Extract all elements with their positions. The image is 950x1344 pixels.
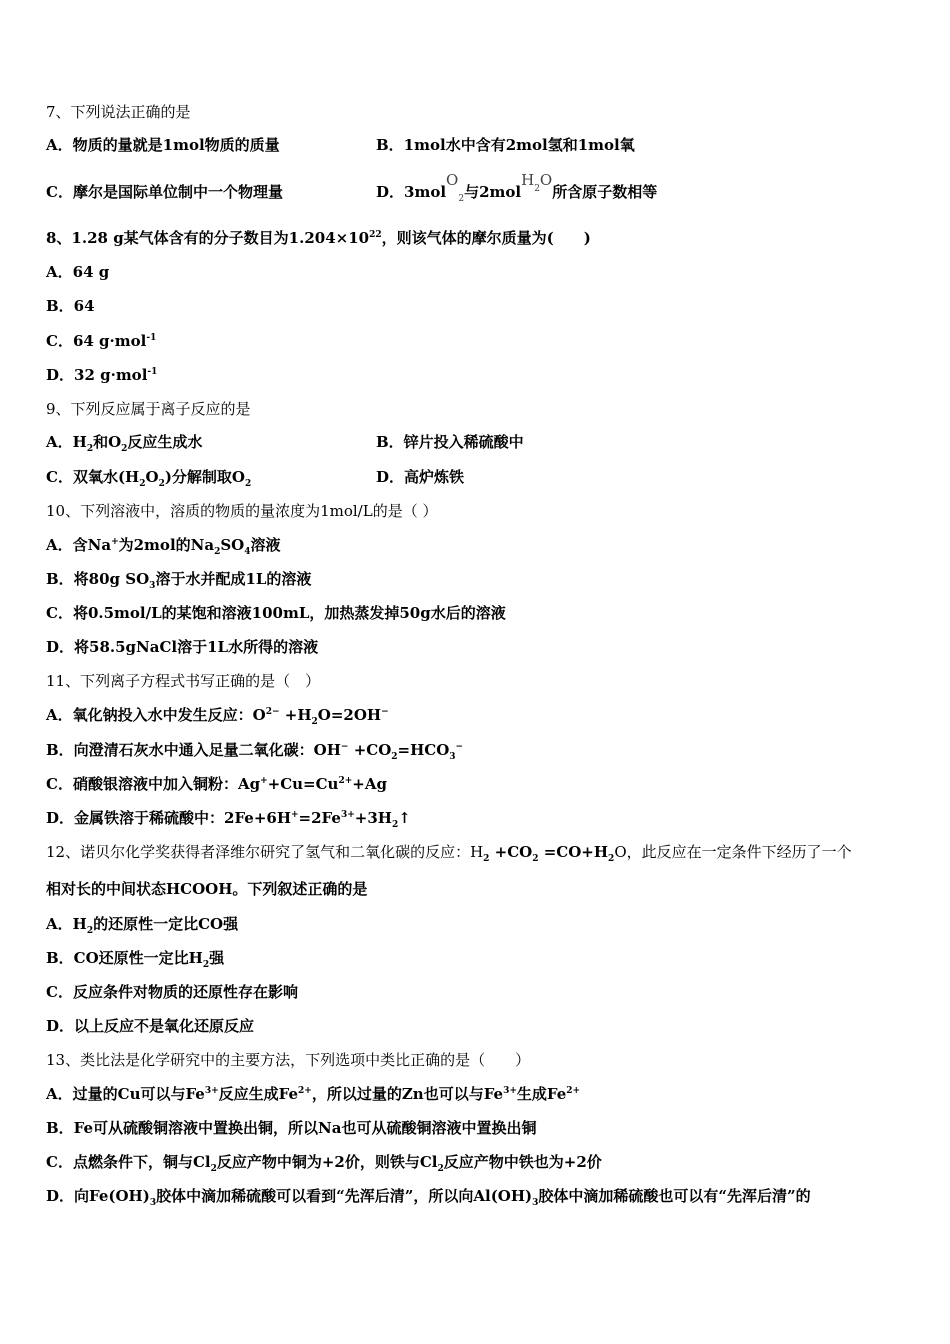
q8-option-b: B．64: [46, 297, 95, 315]
q9-option-c: C．双氧水$(H_2O_2)$分解制取$O_2$: [46, 468, 252, 489]
q11-option-b: B．向澄清石灰水中通入足量二氧化碳：$OH^- +CO_2=HCO_3^-$: [46, 741, 464, 762]
q11-option-d: D．金属铁溶于稀硫酸中：$2Fe+6H^+=2Fe^{3+}+3H_2↑$: [46, 809, 411, 830]
q13-option-a: A．过量的Cu可以与$Fe^{3+}$反应生成$Fe^{2+}$，所以过量的Zn也可以与$Fe^{3+}$生成$Fe^{2+}$: [46, 1085, 581, 1103]
q13-option-b: B．Fe可从硫酸铜溶液中置换出铜，所以Na也可从硫酸铜溶液中置换出铜: [46, 1119, 537, 1137]
q12-stem: 12、诺贝尔化学奖获得者泽维尔研究了氢气和二氧化碳的反应：$H_2 +CO_2 =CO+H_2O$，此反应在一定条件下经历了一个: [46, 843, 852, 864]
q12-option-a: A．$H_2$的还原性一定比CO强: [46, 915, 239, 936]
q10-option-a: A．含Na+为2mol的$Na_2SO_4$溶液: [46, 536, 281, 557]
q9-option-d: D．高炉炼铁: [376, 468, 465, 486]
q8-stem: 8、1.28 g某气体含有的分子数目为$1.204\times 10^{22}$，则该气体的摩尔质量为( ): [46, 229, 591, 247]
q12-option-d: D．以上反应不是氧化还原反应: [46, 1017, 255, 1035]
q11-option-a: A．氧化钠投入水中发生反应：$O^{2-} +H_2O=2OH^-$: [46, 706, 389, 727]
q7-option-b: B．1mol水中含有2mol氢和1mol氧: [376, 136, 635, 154]
q12-option-c: C．反应条件对物质的还原性存在影响: [46, 983, 298, 1001]
q7-stem: 7、下列说法正确的是: [46, 103, 191, 121]
q11-stem: 11、下列离子方程式书写正确的是（ ）: [46, 672, 321, 690]
q12-stem-line2: 相对长的中间状态HCOOH。下列叙述正确的是: [46, 880, 368, 898]
q13-option-c: C．点燃条件下，铜与$Cl_2$反应产物中铜为+2价，则铁与$Cl_2$反应产物中铁也为+2价: [46, 1153, 602, 1174]
q10-option-c: C．将0.5mol/L的某饱和溶液100mL，加热蒸发掉50g水后的溶液: [46, 604, 506, 622]
q8-option-a: A．64 g: [46, 263, 110, 281]
q7-option-c: C．摩尔是国际单位制中一个物理量: [46, 183, 283, 201]
q7-option-a: A．物质的量就是1mol物质的质量: [46, 136, 280, 154]
q9-stem: 9、下列反应属于离子反应的是: [46, 400, 251, 418]
q10-stem: 10、下列溶液中，溶质的物质的量浓度为1mol/L的是（ ）: [46, 502, 438, 520]
q13-stem: 13、类比法是化学研究中的主要方法，下列选项中类比正确的是（ ）: [46, 1051, 531, 1069]
q10-option-d: D．将58.5gNaCl溶于1L水所得的溶液: [46, 638, 319, 656]
q8-option-c: C．64 g·mol$^{-1}$: [46, 332, 157, 350]
q8-option-d: D．32 g·mol$^{-1}$: [46, 366, 158, 384]
q10-option-b: B．将80g $SO_3$溶于水并配成1L的溶液: [46, 570, 312, 591]
q11-option-c: C．硝酸银溶液中加入铜粉：$Ag^++Cu=Cu^{2+}+Ag$: [46, 775, 387, 793]
q9-option-a: A．$H_2$和$O_2$反应生成水: [46, 433, 203, 454]
q9-option-b: B．锌片投入稀硫酸中: [376, 433, 524, 451]
q7-option-d: D．3molO$_2$与2molH$_2$O所含原子数相等: [376, 171, 658, 204]
q12-option-b: B．CO还原性一定比$H_2$强: [46, 949, 225, 970]
q13-option-d: D．向$Fe(OH)_3$胶体中滴加稀硫酸可以看到“先浑后清”，所以向$Al(OH)_3$胶体中滴加稀硫酸也可以有“先浑后清”的: [46, 1187, 811, 1208]
